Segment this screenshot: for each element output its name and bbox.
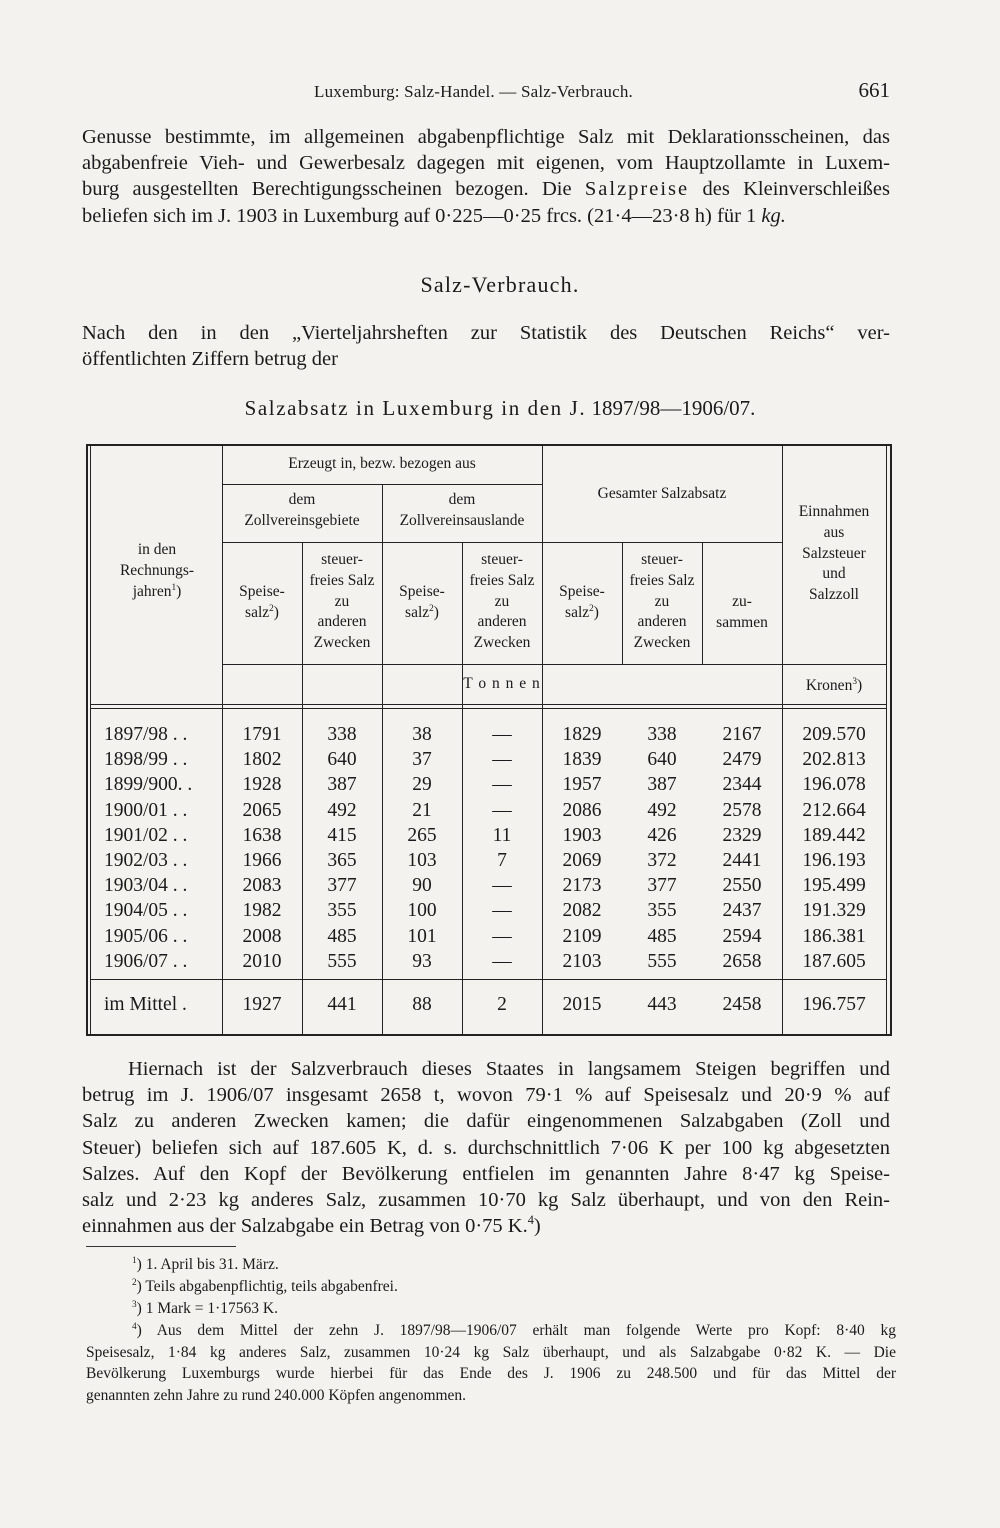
cell-zv-steuerfrei: 387 — [327, 774, 357, 796]
cell-za-steuerfrei: — — [492, 799, 512, 821]
intro-line: abgabenfreie Vieh- und Gewerbesalz dagegen mit eigenen, vom Hauptzollamte in Luxem- — [82, 152, 890, 175]
header-za-speise: Speise- salz$^2$) — [399, 583, 445, 621]
emphasis-salzpreise: Salzpreise — [584, 178, 690, 201]
cell-za-speise: 29 — [412, 774, 432, 796]
cell-ges-steuerfrei: 443 — [647, 994, 677, 1015]
cell-zusammen: 2550 — [722, 875, 762, 897]
cell-ges-speise: 2015 — [562, 994, 602, 1015]
intro-line: Genusse bestimmte, im allgemeinen abgabenpflichtige Salz mit Deklarationsscheinen, das — [82, 126, 890, 148]
cell-zusammen: 2458 — [722, 994, 762, 1015]
page-number: 661 — [858, 78, 890, 102]
unit-kronen: Kronen$^3$) — [805, 676, 863, 694]
cell-zv-speise: 2065 — [242, 799, 282, 821]
cell-za-steuerfrei: — — [492, 875, 512, 897]
table-row-period: 1899/900. . — [104, 774, 193, 796]
salt-sales-table — [86, 444, 892, 1036]
cell-zv-speise: 1966 — [242, 850, 282, 871]
cell-zusammen: 2441 — [722, 850, 762, 871]
cell-zusammen: 2437 — [722, 900, 762, 922]
cell-ges-steuerfrei: 377 — [647, 875, 677, 897]
conclusion-line: einnahmen aus der Salzabgabe ein Betrag von 0·75 K.$^4$) — [82, 1213, 541, 1238]
table-row-period: 1905/06 . . — [104, 925, 188, 947]
cell-za-steuerfrei: — — [492, 724, 512, 745]
cell-einnahmen: 191.329 — [802, 900, 866, 922]
cell-za-speise: 100 — [407, 900, 437, 922]
conclusion-paragraph — [82, 1056, 890, 1239]
conclusion-line: salz und 2·23 kg anderes Salz, zusammen 10·70 kg Salz überhaupt, und von den Rein- — [82, 1189, 890, 1212]
cell-ges-steuerfrei: 355 — [647, 900, 677, 922]
cell-zv-speise: 1791 — [242, 724, 282, 745]
cell-einnahmen: 212.664 — [802, 799, 866, 821]
cell-einnahmen: 187.605 — [802, 950, 866, 972]
table-row-period: 1902/03 . . — [104, 850, 188, 871]
lead-line: öffentlichten Ziffern betrug der — [82, 348, 338, 371]
cell-zv-speise: 1802 — [242, 749, 282, 771]
page-header — [82, 78, 890, 108]
cell-zv-speise: 1638 — [242, 824, 282, 846]
cell-ges-speise: 1957 — [562, 774, 602, 796]
cell-einnahmen: 186.381 — [802, 925, 866, 947]
cell-za-speise: 88 — [412, 994, 432, 1015]
header-gesamt: Gesamter Salzabsatz — [597, 485, 727, 502]
cell-zusammen: 2658 — [722, 950, 762, 972]
header-produced: Erzeugt in, bezw. bezogen aus — [288, 455, 476, 472]
table-row-period: 1900/01 . . — [104, 799, 188, 821]
cell-ges-speise: 2103 — [562, 950, 602, 972]
cell-ges-speise: 1903 — [562, 824, 602, 846]
cell-ges-speise: 2109 — [562, 925, 602, 947]
cell-za-steuerfrei: 2 — [497, 994, 507, 1015]
cell-za-speise: 93 — [412, 950, 432, 972]
cell-za-steuerfrei: 11 — [492, 824, 512, 846]
table-row-period: 1897/98 . . — [104, 724, 188, 745]
intro-line: burg ausgestellten Berechtigungsscheinen bezogen. Die Salzpreise des Kleinverschleißes — [82, 178, 890, 201]
intro-line: beliefen sich im J. 1903 in Luxemburg auf 0·225—0·25 frcs. (21·4—23·8 h) für 1 kg. — [82, 204, 786, 227]
table-row-period: 1906/07 . . — [104, 950, 188, 972]
lead-line: Nach den in den „Vierteljahrsheften zur Statistik des Deutschen Reichs“ ver- — [82, 322, 890, 344]
cell-ges-speise: 2082 — [562, 900, 602, 922]
cell-zv-speise: 2083 — [242, 875, 282, 897]
cell-ges-speise: 1839 — [562, 749, 602, 771]
cell-zv-steuerfrei: 377 — [327, 875, 357, 897]
cell-zusammen: 2479 — [722, 749, 762, 771]
conclusion-line: Hiernach ist der Salzverbrauch dieses Staates in langsamem Steigen begriffen und — [128, 1058, 890, 1080]
header-ausland: dem Zollvereinsauslande — [399, 491, 525, 529]
cell-ges-speise: 1829 — [562, 724, 602, 745]
cell-zv-steuerfrei: 555 — [327, 950, 357, 972]
conclusion-line: Salzes. Auf den Kopf der Bevölkerung entfielen im genannten Jahre 8·47 kg Speise- — [82, 1162, 890, 1185]
cell-zusammen: 2594 — [722, 925, 762, 947]
cell-za-speise: 103 — [407, 850, 437, 871]
cell-einnahmen: 209.570 — [802, 724, 866, 745]
cell-einnahmen: 202.813 — [802, 749, 866, 771]
cell-ges-steuerfrei: 426 — [647, 824, 677, 846]
cell-ges-speise: 2086 — [562, 799, 602, 821]
cell-za-steuerfrei: — — [492, 950, 512, 972]
cell-za-speise: 38 — [412, 724, 432, 745]
cell-ges-speise: 2173 — [562, 875, 602, 897]
cell-za-speise: 37 — [412, 749, 432, 771]
cell-za-speise: 265 — [407, 824, 437, 846]
cell-ges-speise: 2069 — [562, 850, 602, 871]
cell-zusammen: 2167 — [722, 724, 762, 745]
cell-ges-steuerfrei: 640 — [647, 749, 677, 771]
footnote-rule — [86, 1246, 236, 1247]
table-row-period: 1903/04 . . — [104, 875, 188, 897]
cell-zusammen: 2344 — [722, 774, 762, 796]
header-ges-steuerfrei: steuer- freies Salz zu anderen Zwecken — [629, 551, 695, 652]
header-zv-steuerfrei: steuer- freies Salz zu anderen Zwecken — [309, 551, 375, 652]
header-zollverein: dem Zollvereinsgebiete — [244, 491, 360, 529]
cell-zv-steuerfrei: 640 — [327, 749, 357, 771]
cell-einnahmen: 196.078 — [802, 774, 866, 796]
cell-za-steuerfrei: — — [492, 900, 512, 922]
cell-ges-steuerfrei: 338 — [647, 724, 677, 745]
table-row-period: 1904/05 . . — [104, 900, 188, 922]
cell-zusammen: 2578 — [722, 799, 762, 821]
table-row-period: 1901/02 . . — [104, 824, 188, 846]
lead-paragraph — [82, 320, 890, 372]
table-title: Salzabsatz in Luxemburg in den J. 1897/98—1906/07. — [244, 396, 756, 420]
cell-einnahmen: 195.499 — [802, 875, 866, 897]
header-za-steuerfrei: steuer- freies Salz zu anderen Zwecken — [469, 551, 535, 652]
unit-tonnen: T o n n e n — [463, 675, 541, 692]
cell-zv-steuerfrei: 485 — [327, 925, 357, 947]
cell-za-steuerfrei: 7 — [497, 850, 507, 871]
conclusion-line: Salz zu anderen Zwecken kamen; die dafür eingenommenen Salzabgaben (Zoll und — [82, 1110, 890, 1133]
cell-za-steuerfrei: — — [492, 774, 512, 796]
footnote-1: $^1$) 1. April bis 31. März. — [132, 1255, 279, 1273]
section-title: Salz-Verbrauch. — [420, 272, 580, 297]
cell-zv-speise: 1982 — [242, 900, 282, 922]
cell-za-steuerfrei: — — [492, 749, 512, 771]
cell-ges-steuerfrei: 492 — [647, 799, 677, 821]
cell-einnahmen: 189.442 — [802, 824, 866, 846]
cell-ges-steuerfrei: 555 — [647, 950, 677, 972]
footnote-3: $^3$) 1 Mark = 1·17563 K. — [132, 1299, 278, 1317]
cell-za-speise: 21 — [412, 799, 432, 821]
cell-za-steuerfrei: — — [492, 925, 512, 947]
cell-zv-steuerfrei: 355 — [327, 900, 357, 922]
header-zv-speise: Speise- salz$^2$) — [239, 583, 285, 621]
cell-za-speise: 101 — [407, 925, 437, 947]
cell-za-speise: 90 — [412, 875, 432, 897]
conclusion-line: Steuer) beliefen sich auf 187.605 K, d. s. durchschnittlich 7·06 K per 100 kg abgesetzten — [82, 1136, 890, 1159]
cell-zv-steuerfrei: 492 — [327, 799, 357, 821]
cell-zv-speise: 1927 — [242, 994, 282, 1015]
conclusion-line: betrug im J. 1906/07 insgesamt 2658 t, wovon 79·1 % auf Speisesalz und 20·9 % auf — [82, 1084, 890, 1107]
cell-ges-steuerfrei: 387 — [647, 774, 677, 796]
intro-paragraph — [82, 124, 890, 229]
header-period: in den Rechnungs- jahren$^1$) — [119, 541, 195, 600]
cell-zv-steuerfrei: 441 — [327, 994, 357, 1015]
table-row-period: 1898/99 . . — [104, 749, 188, 771]
cell-ges-steuerfrei: 485 — [647, 925, 677, 947]
cell-zv-speise: 1928 — [242, 774, 282, 796]
header-einnahmen: Einnahmen aus Salzsteuer und Salzzoll — [798, 503, 870, 604]
cell-zv-speise: 2010 — [242, 950, 282, 972]
running-title: Luxemburg: Salz-Handel. — Salz-Verbrauch. — [314, 82, 633, 101]
cell-zv-speise: 2008 — [242, 925, 282, 947]
cell-einnahmen: 196.757 — [802, 994, 866, 1015]
cell-ges-steuerfrei: 372 — [647, 850, 677, 871]
cell-zv-steuerfrei: 365 — [327, 850, 357, 871]
cell-zv-steuerfrei: 338 — [327, 724, 357, 745]
footnote-4: $^4$) Aus dem Mittel der zehn J. 1897/98—1906/07 erhält man folgende Werte pro Kopf: 8·40 kg Speisesalz, 1·84 kg anderes Salz, zusammen 10·24 kg Salz überhaupt, und als Salzabgabe 0·82 K. — Die Bevölkerung Luxemburgs wurde hierbei für das Ende des J. 1906 zu 248.500 und für das Mittel der genannten zehn Jahre zu rund 240.000 Köpfen angenommen. — [86, 1321, 896, 1404]
header-zusammen: zu- sammen — [716, 593, 768, 631]
cell-einnahmen: 196.193 — [802, 850, 866, 871]
cell-zusammen: 2329 — [722, 824, 762, 846]
cell-zv-steuerfrei: 415 — [327, 824, 357, 846]
mean-row-period: im Mittel . — [104, 994, 187, 1015]
footnote-2: $^2$) Teils abgabenpflichtig, teils abgabenfrei. — [132, 1277, 398, 1295]
header-ges-speise: Speise- salz$^2$) — [559, 583, 605, 621]
